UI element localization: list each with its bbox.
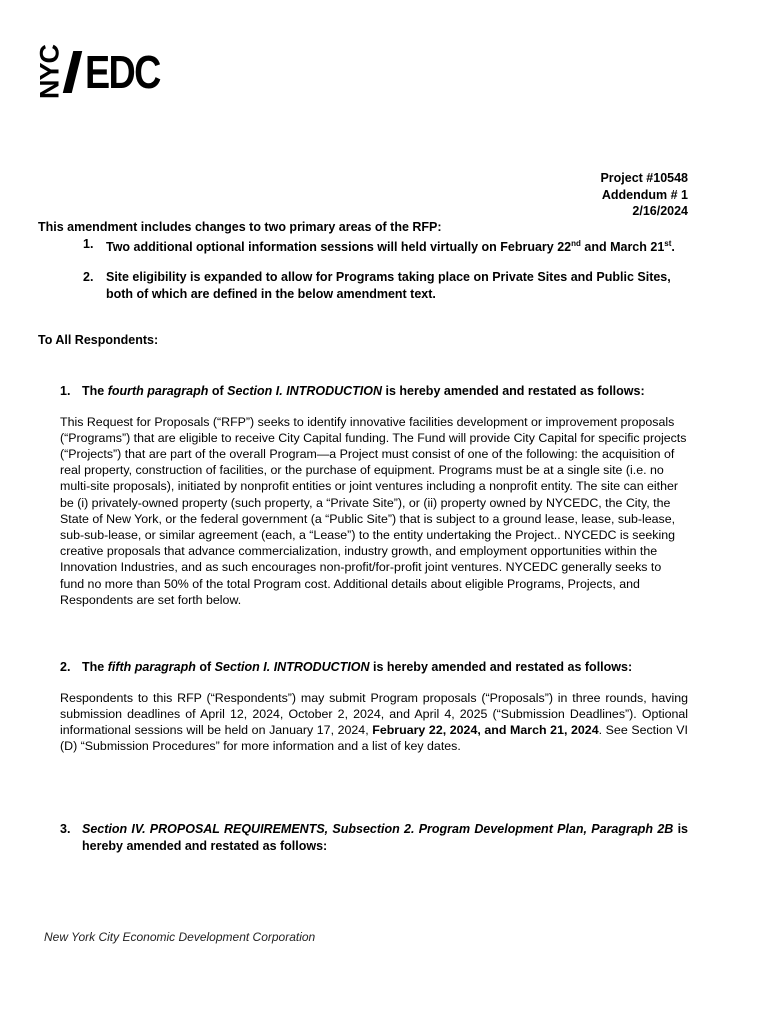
addendum-number: Addendum # 1 [601, 187, 688, 202]
salutation: To All Respondents: [38, 333, 159, 347]
amendment-section-3 [60, 821, 688, 854]
summary-lead: This amendment includes changes to two primary areas of the RFP: [38, 220, 442, 234]
summary-list [38, 236, 698, 303]
project-info [600, 170, 688, 220]
logo-slash [63, 51, 82, 93]
project-number: Project #10548 [600, 171, 688, 185]
amendment-section-1 [60, 383, 688, 608]
section-heading: 3. Section IV. PROPOSAL REQUIREMENTS, Subsection 2. Program Development Plan, Paragraph 2B is hereby amended and restated as follows: [60, 822, 688, 853]
section-heading: 2. The fifth paragraph of Section I. INTRODUCTION is hereby amended and restated as follows: [60, 660, 633, 674]
summary-item: 2. Site eligibility is expanded to allow for Programs taking place on Private Sites and Public Sites, both of which are defined in the below amendment text. [83, 270, 671, 301]
footer-organization: New York City Economic Development Corporation [44, 930, 316, 944]
summary-item: 1. Two additional optional information sessions will held virtually on February 22nd and March 21st. [83, 236, 675, 254]
amendment-section-2 [60, 659, 688, 754]
addendum-date: 2/16/2024 [632, 204, 688, 218]
section-body: This Request for Proposals (“RFP”) seeks to identify innovative facilities development or improvement proposals (“Programs”) that are eligible to receive City Capital funding. The Fund will provide City Capital for specific projects (“Projects”) that are part of the overall Program—a Project must consist of one of the following: the acquisition of real property, construction of facilities, or the purchase of equipment. Programs must be at a single site (i.e. no multi-site proposals), initiated by nonprofit entities or joint ventures including a nonprofit entity. The site can either be (i) privately-owned property (such property, a “Private Site”), or (ii) property owned by NYCEDC, the City, the State of New York, or the federal government (a “Public Site”) that is subject to a ground lease, lease, sub-lease, sub-sub-lease, or similar agreement (each, a “Lease”) to the entity undertaking the Project.. NYCEDC is seeking creative proposals that advance commercialization, industry growth, and employment opportunities within the Innovation Industries, and as such encourages non-profit/for-profit joint ventures. NYCEDC generally seeks to fund no more than 50% of the total Program cost. Additional details about eligible Programs, Projects, and Respondents are set forth below. [60, 414, 687, 607]
logo-edc-text: EDC [85, 46, 160, 98]
logo-nyc-mark: NYC [34, 44, 65, 100]
section-heading: 1. The fourth paragraph of Section I. INTRODUCTION is hereby amended and restated as follows: [60, 384, 645, 398]
nycedc-logo [34, 44, 176, 100]
section-body: Respondents to this RFP (“Respondents”) may submit Program proposals (“Proposals”) in three rounds, having submission deadlines of April 12, 2024, October 2, 2024, and April 4, 2025 (“Submission Deadlines”). Optional informational sessions will be held on January 17, 2024, February 22, 2024, and March 21, 2024. See Section VI (D) “Submission Procedures” for more information and a list of key dates. [60, 690, 688, 754]
amendment-summary [38, 219, 698, 302]
